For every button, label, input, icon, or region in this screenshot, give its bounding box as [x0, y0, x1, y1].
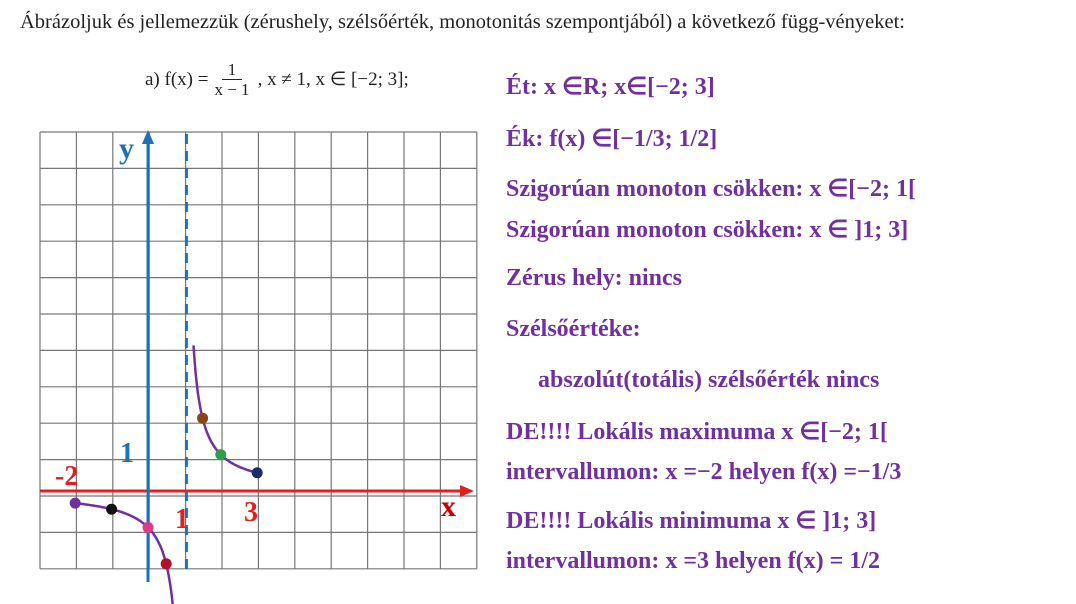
graph-point: [215, 449, 226, 460]
graph-point: [106, 504, 117, 515]
note-monotonic-2: Szigorúan monoton csökken: x ∈ ]1; 3]: [506, 217, 909, 243]
graph-point: [70, 498, 81, 509]
tick-label-minus-2: -2: [55, 461, 79, 492]
note-absolute-extremum: abszolút(totális) szélsőérték nincs: [538, 367, 880, 393]
formula-denominator: x − 1: [214, 80, 250, 99]
note-local-min-detail: intervallumon: x =3 helyen f(x) = 1/2: [506, 548, 880, 574]
y-axis-label: y: [119, 132, 134, 165]
curve-left-branch: [75, 503, 175, 604]
grid: [40, 132, 477, 569]
formula-fraction: [214, 60, 249, 99]
x-axis-label: x: [441, 490, 456, 523]
graph-point: [197, 413, 208, 424]
graph-point: [252, 467, 263, 478]
note-domain: Ét: x ∈R; x∈[−2; 3]: [506, 74, 715, 100]
formula-numerator: 1: [222, 60, 243, 80]
formula-prefix: a) f(x) =: [145, 68, 209, 90]
formula-domain: , x ≠ 1, x ∈ [−2; 3];: [257, 69, 409, 90]
note-extremum-title: Szélsőértéke:: [506, 316, 641, 342]
note-zero: Zérus hely: nincs: [506, 265, 683, 291]
note-local-min: DE!!!! Lokális minimuma x ∈ ]1; 3]: [506, 508, 877, 534]
function-formula: [145, 60, 409, 99]
tick-label-x-1: 1: [175, 504, 189, 535]
graph-point: [143, 522, 154, 533]
tick-label-3: 3: [244, 497, 258, 528]
note-range: Ék: f(x) ∈[−1/3; 1/2]: [506, 126, 718, 152]
note-monotonic-1: Szigorúan monoton csökken: x ∈[−2; 1[: [506, 176, 916, 202]
note-local-max: DE!!!! Lokális maximuma x ∈[−2; 1[: [506, 419, 888, 445]
task-text: Ábrázoljuk és jellemezzük (zérushely, szélsőérték, monotonitás szempontjából) a következő függ-vényeket:: [20, 11, 905, 33]
tick-label-y-1: 1: [120, 438, 134, 469]
function-graph: [0, 120, 500, 604]
graph-point: [161, 558, 172, 569]
note-local-max-detail: intervallumon: x =−2 helyen f(x) =−1/3: [506, 459, 902, 485]
x-axis-arrow: [460, 485, 474, 497]
